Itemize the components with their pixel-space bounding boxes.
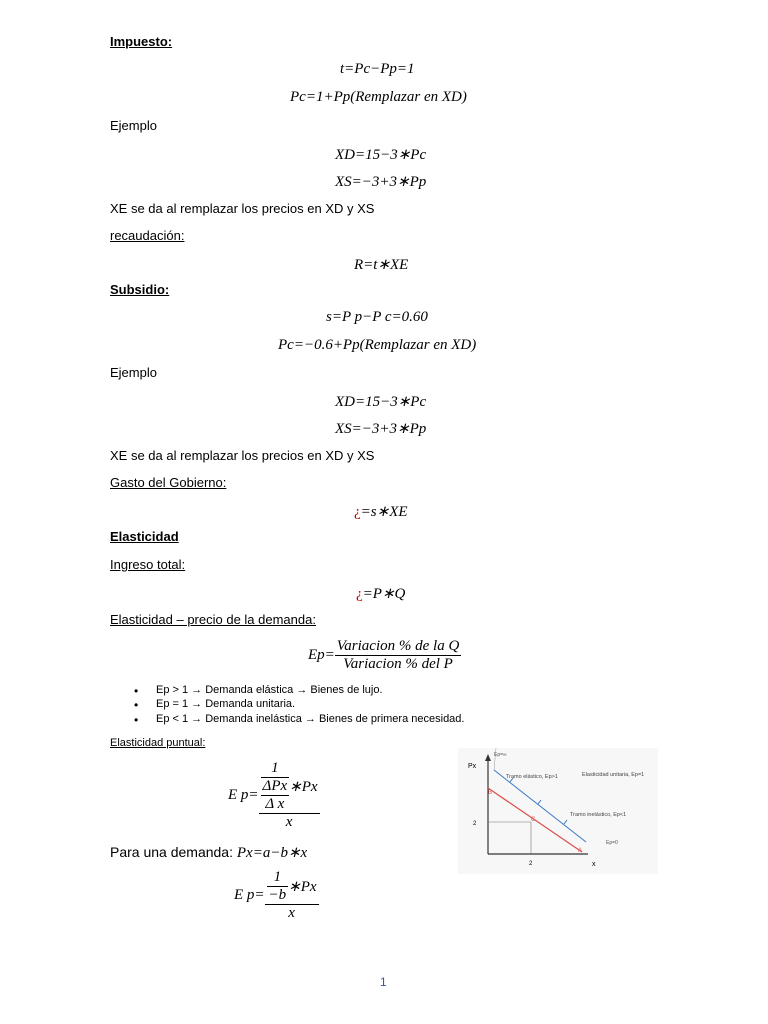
gasto-heading: Gasto del Gobierno: bbox=[110, 475, 227, 490]
subsidio-heading: Subsidio: bbox=[110, 282, 170, 297]
ingreso-equation-body: =P∗Q bbox=[362, 586, 406, 602]
elasticidad-puntual-formula bbox=[228, 760, 320, 831]
impuesto-heading: Impuesto: bbox=[110, 34, 173, 49]
b-inner-fraction bbox=[267, 869, 289, 904]
impuesto-equation-1: t=Pc−Pp=1 bbox=[340, 61, 415, 77]
impuesto-equation-2: Pc=1+Pp(Remplazar en XD) bbox=[290, 89, 467, 105]
b-numerator bbox=[265, 869, 319, 905]
puntual-inner-one: 1 bbox=[271, 760, 279, 776]
point-b-label: B bbox=[488, 790, 493, 796]
demanda-text: Para una demanda: bbox=[110, 844, 233, 860]
puntual-mul: ∗Px bbox=[289, 779, 318, 795]
ep-fraction bbox=[335, 638, 461, 673]
puntual-inner-dx: Δ x bbox=[265, 796, 285, 812]
tick-y-2: 2 bbox=[473, 821, 477, 827]
subsidio-note: XE se da al remplazar los precios en XD y XS bbox=[110, 448, 375, 463]
ingreso-total-equation bbox=[356, 584, 405, 603]
puntual-fraction bbox=[259, 760, 320, 831]
elasticidad-unitaria-label: Elasticidad unitaria, Ep=1 bbox=[582, 772, 645, 778]
impuesto-note: XE se da al remplazar los precios en XD y XS bbox=[110, 201, 375, 216]
subsidio-ejemplo-label: Ejemplo bbox=[110, 365, 157, 380]
puntual-inner-fraction bbox=[261, 760, 290, 813]
gasto-equation bbox=[354, 502, 408, 521]
b-lhs: E p= bbox=[234, 887, 265, 903]
subsidio-equation-1: s=P p−P c=0.60 bbox=[326, 309, 428, 325]
b-fraction bbox=[265, 869, 319, 922]
figure-x-label: x bbox=[592, 861, 596, 868]
puntual-lhs: E p= bbox=[228, 787, 259, 803]
ep-numerator: Variacion % de la Q bbox=[336, 638, 460, 654]
page-number: 1 bbox=[380, 975, 387, 989]
demand-elasticity-figure bbox=[458, 748, 658, 874]
b-mul: ∗Px bbox=[288, 879, 317, 895]
ep-denominator: Variacion % del P bbox=[343, 656, 453, 672]
impuesto-equation-xd: XD=15−3∗Pc bbox=[335, 147, 427, 163]
bullet-item: • Ep = 1 → Demanda unitaria. bbox=[156, 698, 295, 710]
elasticidad-b-formula bbox=[234, 869, 319, 922]
subsidio-equation-xs: XS=−3+3∗Pp bbox=[335, 421, 427, 437]
puntual-denominator: x bbox=[285, 814, 293, 830]
elasticidad-heading: Elasticidad bbox=[110, 529, 179, 544]
bullet-item: • Ep < 1 → Demanda inelástica → Bienes de primera necesidad. bbox=[156, 713, 464, 725]
impuesto-ejemplo-label: Ejemplo bbox=[110, 118, 157, 133]
tramo-inelastico-label: Tramo inelástico, Ep<1 bbox=[570, 812, 627, 818]
puntual-numerator bbox=[259, 760, 320, 814]
demanda-line bbox=[110, 843, 307, 862]
figure-y-label: Px bbox=[468, 763, 477, 770]
subsidio-equation-2: Pc=−0.6+Pp(Remplazar en XD) bbox=[278, 337, 477, 353]
b-denominator: x bbox=[288, 905, 295, 921]
point-c-label: C bbox=[531, 817, 536, 823]
b-inner-one: 1 bbox=[267, 869, 289, 887]
ep-inf-label: Ep=∞ bbox=[494, 752, 507, 758]
impuesto-equation-xs: XS=−3+3∗Pp bbox=[335, 174, 427, 190]
recaudacion-heading: recaudación: bbox=[110, 228, 185, 243]
tick-x-2: 2 bbox=[529, 861, 533, 867]
elasticidad-puntual-heading: Elasticidad puntual: bbox=[110, 737, 206, 749]
ep-lhs: Ep= bbox=[308, 647, 335, 663]
puntual-inner-dpx: ΔPx bbox=[262, 778, 288, 794]
subsidio-equation-xd: XD=15−3∗Pc bbox=[335, 394, 427, 410]
elasticidad-precio-heading: Elasticidad – precio de la demanda: bbox=[110, 612, 316, 627]
b-inner-den: −b bbox=[268, 887, 287, 903]
demanda-equation: Px=a−b∗x bbox=[236, 845, 308, 861]
elasticidad-precio-formula bbox=[308, 638, 461, 673]
gasto-mark: ¿ bbox=[354, 504, 361, 520]
bullet-item: • Ep > 1 → Demanda elástica → Bienes de lujo. bbox=[156, 684, 383, 696]
tramo-elastico-label: Tramo elástico, Ep>1 bbox=[506, 774, 558, 780]
point-a-label: A bbox=[578, 848, 583, 854]
ep-zero-label: Ep=0 bbox=[606, 840, 618, 846]
recaudacion-equation: R=t∗XE bbox=[354, 257, 409, 273]
ingreso-mark: ¿ bbox=[356, 586, 363, 602]
ingreso-total-heading: Ingreso total: bbox=[110, 557, 186, 572]
gasto-equation-body: =s∗XE bbox=[360, 504, 408, 520]
